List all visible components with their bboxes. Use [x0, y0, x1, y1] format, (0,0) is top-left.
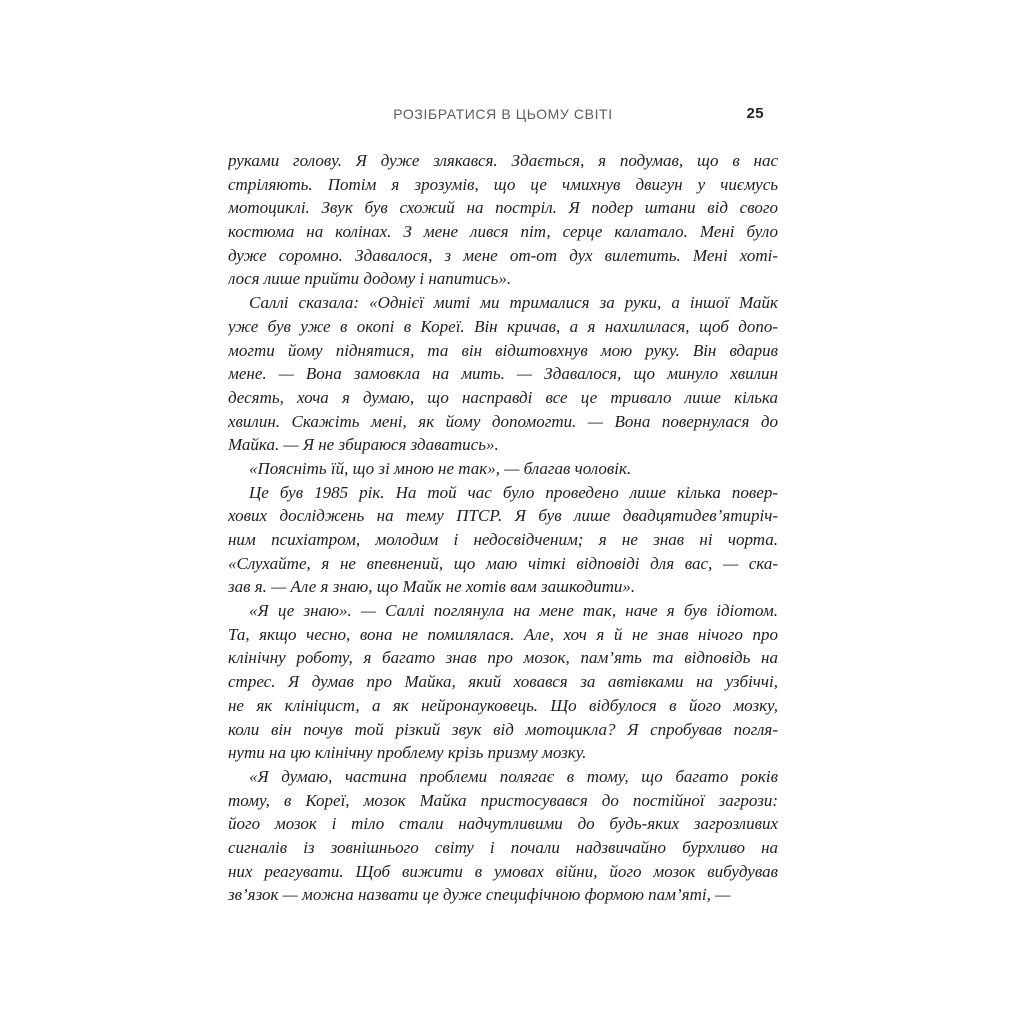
text-line: лося лише прийти додому і напитись».	[228, 269, 512, 289]
page-number: 25	[746, 105, 764, 122]
text-line: дуже соромно. Здавалося, з мене от-от дух вилетить. Мені хоті-	[228, 245, 778, 265]
text-line: зав я. — Але я знаю, що Майк не хотів вам зашкодити».	[228, 577, 636, 597]
text-line: Саллі сказала: «Однієї миті ми трималися за руки, а іншої Майк	[249, 293, 778, 313]
text-line: клінічну роботу, я багато знав про мозок, пам’ять та відповідь на	[228, 648, 778, 668]
text-line: не як клініцист, а як нейронауковець. Що відбулося в його мозку,	[228, 695, 778, 715]
text-line: них реагувати. Щоб вижити в умовах війни, його мозок вибудував	[228, 861, 778, 881]
text-line: стрес. Я думав про Майка, який ховався за автівками на узбіччі,	[228, 672, 778, 692]
text-line: хвилин. Скажіть мені, як йому допомогти. — Вона повернулася до	[228, 411, 778, 431]
text-line: ним психіатром, молодим і недосвідченим; я не знав ні чорта.	[228, 530, 778, 549]
text-line: зв’язок — можна назвати це дуже специфічною формою пам’яті, —	[228, 885, 731, 905]
text-line: десять, хоча я думаю, що насправді все це тривало лише кілька	[228, 387, 778, 407]
text-line: тому, в Кореї, мозок Майка пристосувався до постійної загрози:	[228, 790, 778, 810]
text-line: мене. — Вона замовкла на мить. — Здавалося, що минуло хвилин	[228, 364, 778, 384]
text-line: Та, якщо чесно, вона не помилялася. Але, хоч я й не знав нічого про	[228, 624, 778, 644]
text-line: коли він почув той різкий звук від мотоцикла? Я спробував погля-	[228, 719, 778, 739]
text-line: хових досліджень на тему ПТСР. Я був лише двадцятидев’ятиріч-	[228, 506, 778, 526]
text-line: «Я думаю, частина проблеми полягає в тому, що багато років	[249, 766, 778, 786]
text-line: руками голову. Я дуже злякався. Здається, я подумав, що в нас	[228, 151, 778, 170]
paragraph	[228, 481, 778, 599]
text-line: «Слухайте, я не впевнений, що маю чіткі відповіді для вас, — ска-	[228, 553, 778, 573]
text-line: могти йому піднятися, та він відштовхнув мою руку. Він вдарив	[228, 340, 778, 360]
text-line: «Я це знаю». — Саллі поглянула на мене так, наче я був ідіотом.	[249, 601, 778, 621]
paragraph	[228, 291, 778, 457]
running-header	[228, 104, 778, 124]
text-line: сигналів із зовнішнього світу і почали надзвичайно бурхливо на	[228, 837, 778, 857]
paragraph	[228, 765, 778, 907]
paragraph	[228, 599, 778, 765]
running-title: РОЗІБРАТИСЯ В ЦЬОМУ СВІТІ	[393, 106, 613, 122]
text-line: уже був уже в окопі в Кореї. Він кричав, а я нахилилася, щоб допо-	[228, 316, 778, 336]
paragraph	[228, 149, 778, 291]
text-line: нути на цю клінічну проблему крізь призму мозку.	[228, 743, 587, 763]
text-line: мотоциклі. Звук був схожий на постріл. Я подер штани від свого	[228, 198, 778, 218]
text-line: стріляють. Потім я зрозумів, що це чмихнув двигун у чиємусь	[228, 174, 778, 194]
text-line: костюма на колінах. З мене лився піт, серце калатало. Мені було	[228, 222, 778, 242]
text-line: Це був 1985 рік. На той час було проведено лише кілька повер-	[249, 482, 778, 502]
paragraph	[228, 457, 778, 481]
text-line: «Поясніть їй, що зі мною не так», — благав чоловік.	[249, 458, 632, 478]
page-body	[228, 149, 778, 907]
text-line: Майка. — Я не збираюся здаватись».	[228, 435, 499, 455]
text-line: його мозок і тіло стали надчутливими до будь-яких загрозливих	[228, 814, 778, 834]
